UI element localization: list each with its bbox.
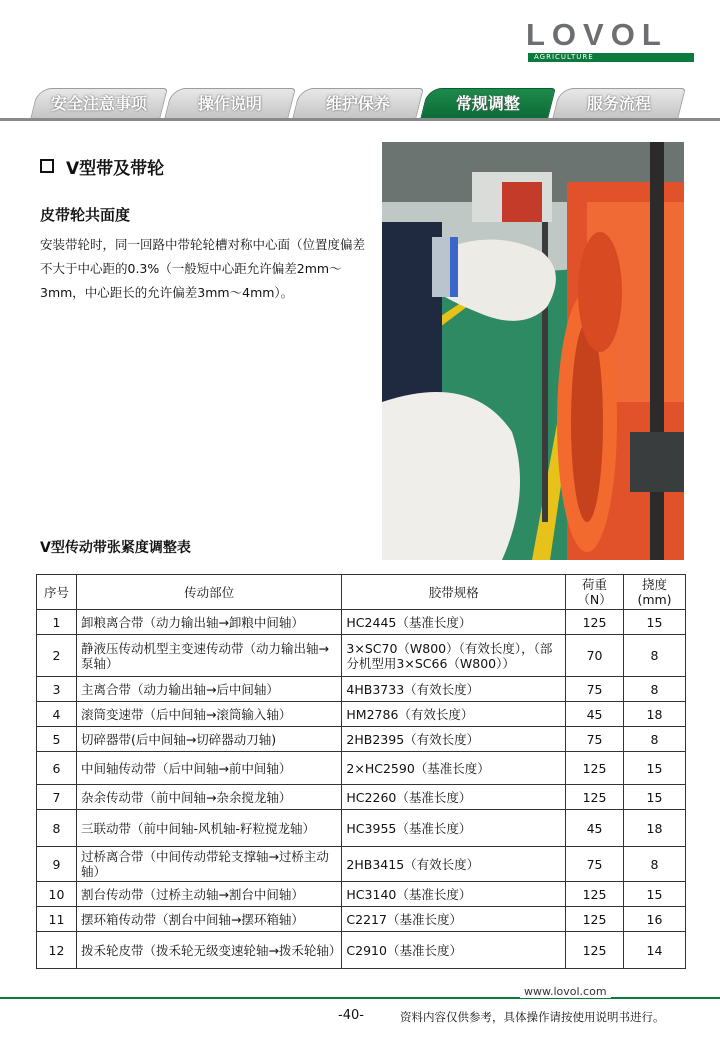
tab-operation[interactable]: 操作说明 — [164, 88, 296, 119]
photo-illustration — [382, 142, 684, 560]
table-row: 11 摆环箱传动带（割台中间轴→摆环箱轴） C2217（基准长度） 125 16 — [37, 907, 686, 932]
tab-safety[interactable]: 安全注意事项 — [30, 88, 168, 119]
header-load: 荷重 （N） — [566, 575, 624, 610]
lovol-logo — [526, 17, 696, 64]
paragraph: 安装带轮时，同一回路中带轮轮槽对称中心面（位置度偏差不大于中心距的0.3%（一般短中心距允许偏差2mm～3mm，中心距长的允许偏差3mm～4mm）。 — [40, 237, 366, 300]
table-row: 4 滚筒变速带（后中间轴→滚筒输入轴） HM2786（有效长度） 45 18 — [37, 702, 686, 727]
table-row: 5 切碎器带(后中间轴→切碎器动刀轴) 2HB2395（有效长度） 75 8 — [37, 727, 686, 752]
table-row: 10 割台传动带（过桥主动轴→割台中间轴） HC3140（基准长度） 125 15 — [37, 882, 686, 907]
page-number: -40- — [338, 1008, 364, 1023]
table-title: V型传动带张紧度调整表 — [40, 540, 191, 556]
table-header-row — [37, 575, 686, 610]
tab-divider — [0, 118, 720, 121]
table-row: 2 静液压传动机型主变速传动带（动力输出轴→泵轴） 3×SC70（W800）（有效长度），（部分机型用3×SC66（W800）） 70 8 — [37, 635, 686, 677]
header-part: 传动部位 — [76, 575, 341, 610]
table-row: 9 过桥离合带（中间传动带轮支撑轴→过桥主动轴） 2HB3415（有效长度） 75 8 — [37, 847, 686, 882]
chapter-tabs — [0, 84, 720, 120]
table-row: 1 卸粮离合带（动力输出轴→卸粮中间轴） HC2445（基准长度） 125 15 — [37, 610, 686, 635]
logo-subtitle: AGRICULTURE — [534, 53, 594, 61]
belt-tension-table — [36, 574, 686, 969]
square-bullet-icon — [40, 159, 54, 173]
tab-maintenance[interactable]: 维护保养 — [292, 88, 424, 119]
footer-url[interactable]: www.lovol.com — [520, 985, 611, 998]
footer-line — [0, 997, 720, 999]
logo-wordmark: LOVOL — [526, 17, 668, 52]
header-no: 序号 — [37, 575, 77, 610]
tab-adjustment[interactable]: 常规调整 — [420, 88, 556, 119]
table-row: 7 杂余传动带（前中间轴→杂余搅龙轴） HC2260（基准长度） 125 15 — [37, 785, 686, 810]
belt-alignment-photo — [382, 142, 684, 560]
table-row: 8 三联动带（前中间轴-风机轴-籽粒搅龙轴） HC3955（基准长度） 45 18 — [37, 810, 686, 847]
table-row: 6 中间轴传动带（后中间轴→前中间轴） 2×HC2590（基准长度） 125 15 — [37, 752, 686, 785]
table-row: 3 主离合带（动力输出轴→后中间轴） 4HB3733（有效长度） 75 8 — [37, 677, 686, 702]
section-title: V型带及带轮 — [40, 154, 164, 179]
table-row: 12 拨禾轮皮带（拨禾轮无级变速轮轴→拨禾轮轴） C2910（基准长度） 125 14 — [37, 932, 686, 969]
header-spec: 胶带规格 — [342, 575, 566, 610]
header-deflection: 挠度 (mm) — [624, 575, 686, 610]
footer-disclaimer: 资料内容仅供参考，具体操作请按使用说明书进行。 — [400, 1010, 665, 1024]
tab-service[interactable]: 服务流程 — [552, 88, 686, 119]
subsection-title: 皮带轮共面度 — [40, 206, 131, 224]
